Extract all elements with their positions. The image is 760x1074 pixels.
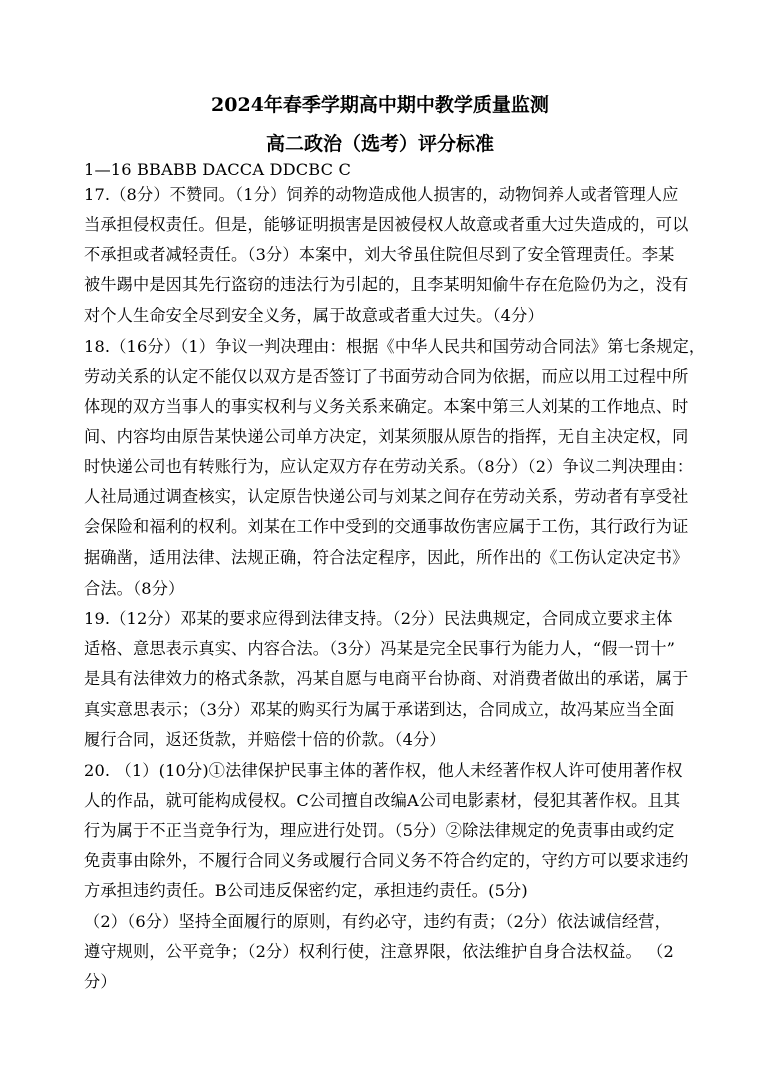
text-line: 间、内容均由原告某快递公司单方决定，刘某须服从原告的指挥，无自主决定权，同 <box>84 427 689 446</box>
text-line: 合法。（8分） <box>84 579 185 598</box>
answer-key-line: 1—16 BBABB DACCA DDCBC C <box>84 160 351 179</box>
text-line: 18.（16分）（1）争议一判决理由：根据《中华人民共和国劳动合同法》第七条规定， <box>84 337 706 356</box>
text-line: 17.（8分）不赞同。（1分）饲养的动物造成他人损害的，动物饲养人或者管理人应 <box>84 185 679 204</box>
text-line: 是具有法律效力的格式条款，冯某自愿与电商平台协商、对消费者做出的承诺，属于 <box>84 669 689 688</box>
text-line: 适格、意思表示真实、内容合法。（3分）冯某是完全民事行为能力人，“假一罚十” <box>84 639 676 658</box>
text-line: 真实意思表示；（3分）邓某的购买行为属于承诺到达，合同成立，故冯某应当全面 <box>84 700 675 719</box>
text-line: 行为属于不正当竞争行为，理应进行处罚。（5分）②除法律规定的免责事由或约定 <box>84 821 675 840</box>
text-line: 履行合同，返还货款，并赔偿十倍的价款。（4分） <box>84 730 446 749</box>
text-line: 免责事由除外，不履行合同义务或履行合同义务不符合约定的，守约方可以要求违约 <box>84 851 689 870</box>
text-line: （2）（6分）坚持全面履行的原则，有约必守，违约有责；（2分）依法诚信经营， <box>84 912 671 931</box>
text-line: 遵守规则，公平竞争；（2分）权利行使，注意界限，依法维护自身合法权益。 （2 <box>84 942 674 961</box>
text-line: 方承担违约责任。B公司违反保密约定，承担违约责任。(5分) <box>84 881 528 900</box>
text-line: 20. （1）(10分)①法律保护民事主体的著作权，他人未经著作权人许可使用著作权 <box>84 761 683 780</box>
text-line: 分） <box>84 972 117 991</box>
text-line: 当承担侵权责任。但是，能够证明损害是因被侵权人故意或者重大过失造成的，可以 <box>84 215 689 234</box>
text-line: 人的作品，就可能构成侵权。C公司擅自改编A公司电影素材，侵犯其著作权。且其 <box>84 791 681 810</box>
text-line: 会保险和福利的权利。刘某在工作中受到的交通事故伤害应属于工伤，其行政行为证 <box>84 517 689 536</box>
text-line: 对个人生命安全尽到安全义务，属于故意或者重大过失。（4分） <box>84 306 544 325</box>
text-line: 时快递公司也有转账行为，应认定双方存在劳动关系。（8分）（2）争议二判决理由： <box>84 457 694 476</box>
text-line: 劳动关系的认定不能仅以双方是否签订了书面劳动合同为依据，而应以用工过程中所 <box>84 367 689 386</box>
document-subtitle: 高二政治（选考）评分标准 <box>265 133 494 155</box>
text-line: 被牛踢中是因其先行盗窃的违法行为引起的，且李某明知偷牛存在危险仍为之，没有 <box>84 275 689 294</box>
text-line: 19.（12分）邓某的要求应得到法律支持。（2分）民法典规定，合同成立要求主体 <box>84 609 673 628</box>
text-line: 体现的双方当事人的事实权利与义务关系来确定。本案中第三人刘某的工作地点、时 <box>84 397 689 416</box>
document-title: 2024年春季学期高中期中教学质量监测 <box>211 94 549 116</box>
text-line: 据确凿，适用法律、法规正确，符合法定程序，因此，所作出的《工伤认定决定书》 <box>84 548 689 567</box>
text-line: 人社局通过调查核实，认定原告快递公司与刘某之间存在劳动关系，劳动者有享受社 <box>84 487 689 506</box>
text-line: 不承担或者减轻责任。（3分）本案中，刘大爷虽住院但尽到了安全管理责任。李某 <box>84 245 675 264</box>
